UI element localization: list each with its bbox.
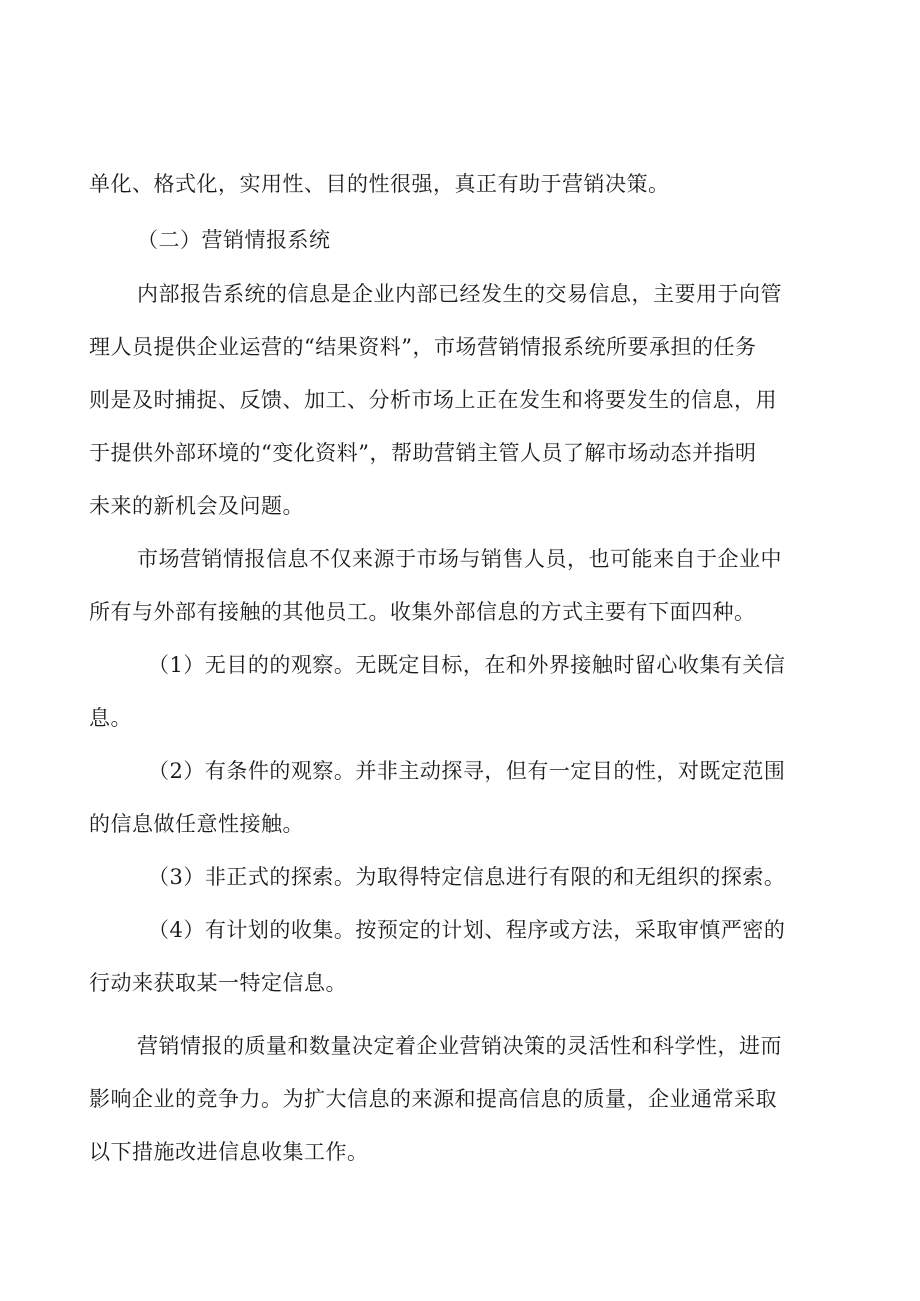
- paragraph-line: 影响企业的竞争力。为扩大信息的来源和提高信息的质量，企业通常采取: [89, 1087, 777, 1111]
- paragraph-line: 营销情报的质量和数量决定着企业营销决策的灵活性和科学性，进而: [137, 1034, 782, 1058]
- paragraph-line: 市场营销情报信息不仅来源于市场与销售人员，也可能来自于企业中: [137, 547, 782, 571]
- list-item-line: （3）非正式的探索。为取得特定信息进行有限的和无组织的探索。: [148, 865, 786, 889]
- list-item-line: （1）无目的的观察。无既定目标，在和外界接触时留心收集有关信: [148, 653, 786, 677]
- list-item-line: （4）有计划的收集。按预定的计划、程序或方法，采取审慎严密的: [148, 918, 786, 942]
- list-item-line: 息。: [89, 706, 132, 730]
- list-item-line: 的信息做任意性接触。: [89, 812, 304, 836]
- list-item-line: （2）有条件的观察。并非主动探寻，但有一定目的性，对既定范围: [148, 759, 786, 783]
- paragraph-line: 未来的新机会及问题。: [89, 494, 304, 518]
- paragraph-line: 单化、格式化，实用性、目的性很强，真正有助于营销决策。: [89, 172, 670, 196]
- list-item-line: 行动来获取某一特定信息。: [89, 971, 347, 995]
- paragraph-line: 理人员提供企业运营的“结果资料”，市场营销情报系统所要承担的任务: [89, 335, 757, 359]
- paragraph-line: 以下措施改进信息收集工作。: [89, 1140, 369, 1164]
- paragraph-line: 所有与外部有接触的其他员工。收集外部信息的方式主要有下面四种。: [89, 600, 756, 624]
- paragraph-line: 于提供外部环境的“变化资料”，帮助营销主管人员了解市场动态并指明: [89, 441, 757, 465]
- paragraph-line: 内部报告系统的信息是企业内部已经发生的交易信息，主要用于向管: [137, 282, 782, 306]
- section-heading: （二）营销情报系统: [137, 228, 331, 252]
- paragraph-line: 则是及时捕捉、反馈、加工、分析市场上正在发生和将要发生的信息，用: [89, 388, 777, 412]
